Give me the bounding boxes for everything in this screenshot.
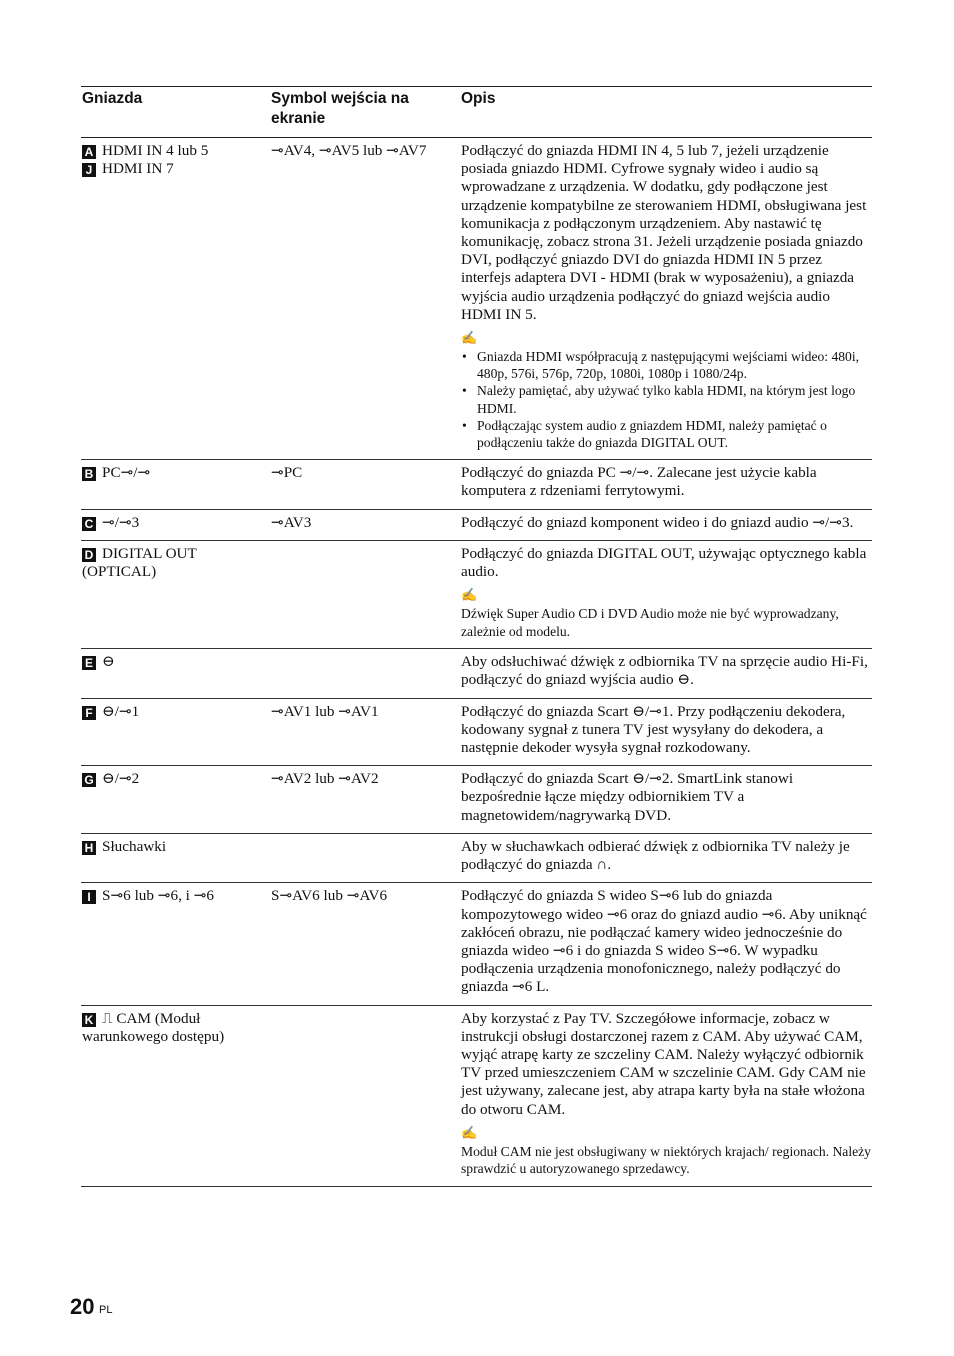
description-text: Podłączyć do gniazd komponent wideo i do gniazd audio ⊸/⊸3. bbox=[461, 513, 854, 531]
label-badge: I bbox=[82, 890, 96, 904]
description-text: Podłączyć do gniazda S wideo S⊸6 lub do gniazda kompozytowego wideo ⊸6 oraz do gniazd audio ⊸6. Aby uniknąć zakłóceń obrazu, nie podłączać kamery wideo jednocześnie do gniazda wideo ⊸6 i do gniazda S wideo S⊸6. W wypadku podłączenia urządzenia monofonicznego, należy podłączyć do gniazda ⊸6 L. bbox=[461, 887, 867, 996]
label-badge: H bbox=[82, 841, 96, 855]
label-badge: J bbox=[82, 163, 96, 177]
socket-cell bbox=[81, 766, 271, 833]
description-text: Podłączyć do gniazda Scart ⊖/⊸2. SmartLink stanowi bezpośrednie łącze między odbiornikiem TV a magnetowidem/nagrywarką DVD. bbox=[461, 770, 794, 824]
note-text: Dźwięk Super Audio CD i DVD Audio może nie być wyprowadzany, zależnie od modelu. bbox=[461, 606, 839, 639]
socket-cell bbox=[81, 510, 271, 540]
socket-text: ⊸/⊸3 bbox=[102, 513, 140, 531]
note-icon: ✍ bbox=[461, 1124, 478, 1140]
label-badge: F bbox=[82, 706, 96, 720]
description-cell bbox=[461, 541, 871, 648]
table-row bbox=[81, 766, 872, 834]
socket-cell bbox=[81, 138, 271, 459]
socket-text: ⎍ CAM (Moduł warunkowego dostępu) bbox=[82, 1009, 225, 1045]
socket-text: S⊸6 lub ⊸6, i ⊸6 bbox=[102, 887, 215, 905]
description-text: Podłączyć do gniazda HDMI IN 4, 5 lub 7, jeżeli urządzenie posiada gniazdo HDMI. Cyfrowe sygnały wideo i audio są wprowadzane z urządzenia. W dodatku, gdy podłączone jest urządzenie kompatybilne ze sterowaniem HDMI, obsługiwana jest komunikacja z podłączonym urządzeniem. Aby nastawić tę komunikację, zobacz strona 31. Jeżeli urządzenie posiada gniazdo DVI, podłączyć gniazdo DVI do gniazda HDMI IN 5 przez interfejs adaptera DVI - HDMI (brak w wyposażeniu), a gniazda wyjścia audio urządzenia podłączyć do gniazd wejścia audio HDMI IN 5. bbox=[461, 142, 867, 323]
note-icon: ✍ bbox=[461, 330, 478, 346]
symbol-cell: ⊸AV2 lub ⊸AV2 bbox=[271, 770, 379, 788]
page-language: PL bbox=[99, 1304, 113, 1316]
socket-text: ⊖/⊸1 bbox=[102, 702, 140, 720]
label-badge: C bbox=[82, 517, 96, 531]
label-badge: E bbox=[82, 656, 96, 670]
symbol-cell: S⊸AV6 lub ⊸AV6 bbox=[271, 887, 388, 905]
symbol-cell bbox=[271, 1006, 461, 1186]
note-icon: ✍ bbox=[461, 587, 478, 603]
socket-text: ⊖/⊸2 bbox=[102, 770, 140, 788]
socket-cell bbox=[81, 1006, 271, 1186]
socket-text: PC⊸/⊸ bbox=[102, 464, 151, 482]
header-gniazda: Gniazda bbox=[82, 90, 143, 107]
socket-cell bbox=[81, 883, 271, 1004]
description-text: Podłączyć do gniazda DIGITAL OUT, używając optycznego kabla audio. bbox=[461, 544, 867, 581]
symbol-cell: ⊸AV1 lub ⊸AV1 bbox=[271, 702, 379, 720]
label-badge: D bbox=[82, 548, 96, 562]
table-row bbox=[81, 541, 872, 649]
socket-text: DIGITAL OUT (OPTICAL) bbox=[82, 544, 197, 581]
list-item: • Należy pamiętać, aby używać tylko kabla HDMI, na którym jest logo HDMI. bbox=[461, 382, 871, 416]
table-row bbox=[81, 649, 872, 698]
socket-cell bbox=[81, 699, 271, 766]
header-opis: Opis bbox=[461, 90, 496, 107]
description-text: Aby w słuchawkach odbierać dźwięk z odbiornika TV należy je podłączyć do gniazda ∩. bbox=[461, 837, 850, 874]
socket-cell bbox=[81, 460, 271, 508]
note-list bbox=[461, 348, 871, 451]
page-number: 20 bbox=[70, 1294, 95, 1319]
socket-cell bbox=[81, 541, 271, 648]
table-row bbox=[81, 834, 872, 883]
note-text: Moduł CAM nie jest obsługiwany w niektórych krajach/ regionach. Należy sprawdzić u autoryzowanego sprzedawcy. bbox=[461, 1143, 871, 1177]
symbol-cell: ⊸AV4, ⊸AV5 lub ⊸AV7 bbox=[271, 142, 427, 159]
table-row bbox=[81, 699, 872, 767]
description-text: Aby korzystać z Pay TV. Szczegółowe informacje, zobacz w instrukcji obsługi dostarczonej razem z CAM. Aby używać CAM, wyjąć atrapę karty ze szczeliny CAM. Należy wyłączyć odbiornik TV przed umieszczeniem CAM w szczelinie CAM. Gdy CAM nie jest używany, zalecane jest, aby atrapa karty była na stałe włożona do otworu CAM. bbox=[461, 1009, 866, 1118]
header-symbol: Symbol wejścia na ekranie bbox=[271, 90, 409, 127]
label-badge: B bbox=[82, 467, 96, 481]
symbol-cell: ⊸AV3 bbox=[271, 513, 312, 531]
description-cell bbox=[461, 138, 871, 459]
description-text: Podłączyć do gniazda PC ⊸/⊸. Zalecane jest użycie kabla komputera z rdzeniami ferrytowymi. bbox=[461, 464, 817, 500]
label-badge: A bbox=[82, 145, 96, 159]
table-row bbox=[81, 510, 872, 541]
description-text: Aby odsłuchiwać dźwięk z odbiornika TV na sprzęcie audio Hi-Fi, podłączyć do gniazd wyjścia audio ⊖. bbox=[461, 653, 868, 689]
symbol-cell bbox=[271, 541, 461, 648]
description-cell bbox=[461, 1006, 871, 1186]
symbol-cell bbox=[271, 834, 461, 882]
socket-text: HDMI IN 4 lub 5 bbox=[102, 142, 209, 159]
symbol-cell bbox=[271, 649, 461, 697]
description-text: Podłączyć do gniazda Scart ⊖/⊸1. Przy podłączeniu dekodera, kodowany sygnał z tunera TV jest wysyłany do dekodera, a następnie dekoder wysyła sygnał rozkodowany. bbox=[461, 702, 846, 757]
label-badge: G bbox=[82, 773, 96, 787]
list-item: • Podłączając system audio z gniazdem HDMI, należy pamiętać o podłączeniu także do gniazda DIGITAL OUT. bbox=[461, 417, 871, 451]
table-row bbox=[81, 138, 872, 460]
table-row bbox=[81, 883, 872, 1005]
table-header bbox=[81, 86, 872, 138]
table-row bbox=[81, 1006, 872, 1187]
label-badge: K bbox=[82, 1013, 96, 1027]
table-row bbox=[81, 460, 872, 509]
symbol-cell: ⊸PC bbox=[271, 464, 303, 482]
socket-text: ⊖ bbox=[102, 653, 115, 671]
list-item: • Gniazda HDMI współpracują z następującymi wejściami wideo: 480i, 480p, 576i, 576p, 720p, 1080i, 1080p i 1080/24p. bbox=[461, 348, 871, 382]
socket-cell bbox=[81, 834, 271, 882]
socket-text: HDMI IN 7 bbox=[102, 160, 174, 178]
socket-cell bbox=[81, 649, 271, 697]
connections-table bbox=[81, 86, 872, 1187]
socket-text: Słuchawki bbox=[102, 837, 167, 855]
